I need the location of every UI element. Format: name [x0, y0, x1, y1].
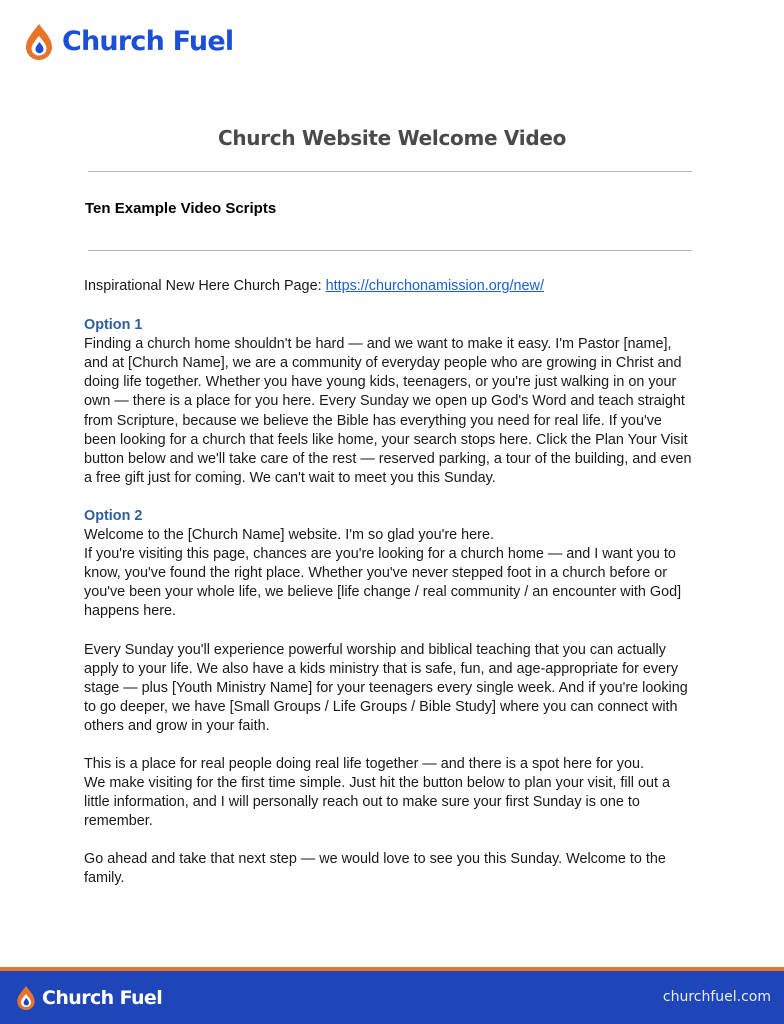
logo-text: Church Fuel — [62, 26, 234, 57]
option-paragraph: Finding a church home shouldn't be hard — and we want to make it easy. I'm Pastor [name], and at [Church Name], we are a community of everyday people who are growing in Christ and doing life together. Whether you have young kids, teenagers, or you're just walking in on your own — there is a place for you here. Every Sunday we open up God's Word and teach straight from Scripture, because we believe the Bible has everything you need for real life. If you've been looking for a church that feels like home, your search stops here. Click the Plan Your Visit button below and we'll take care of the rest — reserved parking, a tour of the building, and even a free gift just for coming. We can't wait to meet you this Sunday. — [84, 336, 692, 486]
option-paragraph: If you're visiting this page, chances are you're looking for a church home — and I want you to know, you've found the right place. Whether you've never stepped foot in a church before or you've been your whole life, we believe [life change / real community / an encounter with God] happens here. — [84, 546, 682, 620]
footer — [0, 971, 784, 1024]
option-paragraph: Every Sunday you'll experience powerful worship and biblical teaching that you can actually apply to your life. We also have a kids ministry that is safe, fun, and age-appropriate for every stage — plus [Youth Ministry Name] for your teenagers every single week. And if you're looking to go deeper, we have [Small Groups / Life Groups / Bible Study] where you can connect with others and grow in your faith. — [84, 641, 688, 734]
intro-label: Inspirational New Here Church Page: — [84, 278, 326, 294]
option-paragraph: We make visiting for the first time simple. Just hit the button below to plan your visit, fill out a little information, and I will personally reach out to make sure your first Sunday is one to remember. — [84, 775, 671, 830]
footer-logo[interactable] — [16, 984, 162, 1012]
option-paragraph: Go ahead and take that next step — we would love to see you this Sunday. Welcome to the family. — [84, 851, 666, 887]
footer-logo-text: Church Fuel — [42, 987, 163, 1009]
section-subtitle: Ten Example Video Scripts — [85, 200, 277, 217]
divider — [88, 250, 692, 251]
intro-line — [84, 277, 696, 296]
option-heading: Option 2 — [84, 507, 143, 524]
option-heading: Option 1 — [84, 317, 143, 334]
header-logo[interactable] — [24, 22, 233, 62]
intro-link[interactable]: https://churchonamission.org/new/ — [325, 278, 544, 294]
footer-url-link[interactable]: churchfuel.com — [662, 989, 771, 1005]
option-paragraph: Welcome to the [Church Name] website. I'm so glad you're here. — [84, 527, 494, 544]
option-paragraph: This is a place for real people doing real life together — and there is a spot here for you. — [84, 755, 644, 772]
flame-drop-icon — [16, 985, 36, 1011]
document-body — [84, 277, 696, 889]
page-title: Church Website Welcome Video — [217, 126, 567, 150]
flame-drop-icon — [24, 23, 54, 61]
divider — [88, 171, 692, 172]
